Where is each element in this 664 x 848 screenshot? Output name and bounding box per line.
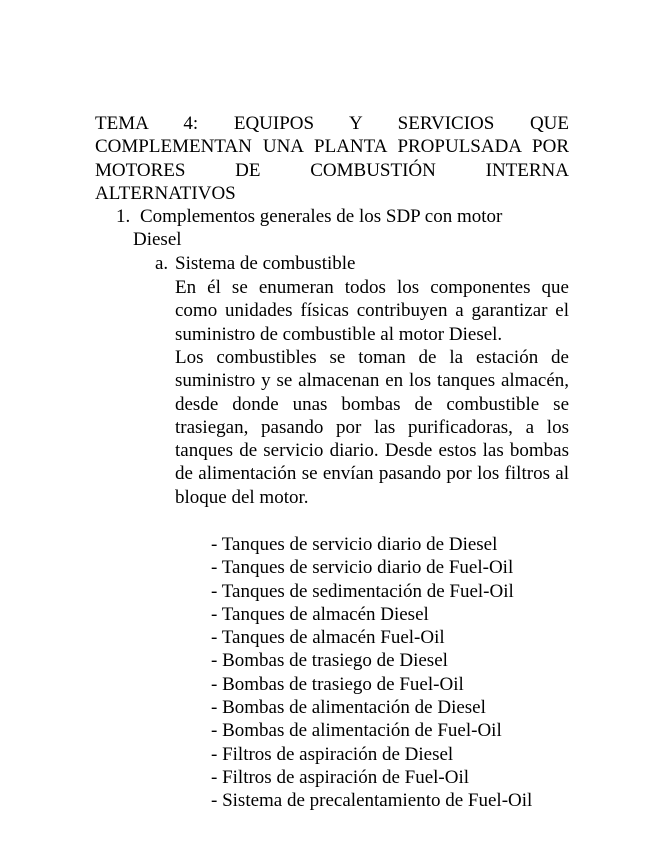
paragraph-process: Los combustibles se toman de la estación de suministro y se almacenan en los tanques almacén, desde donde unas bombas de combustible se trasiegan, pasando por las purificadoras, a los tanques de servicio diario. Desde estos las bombas de alimentación se envían pasando por los filtros al bloque del motor. (175, 347, 569, 508)
section-heading (116, 205, 569, 252)
list-item: - Filtros de aspiración de Diesel (211, 743, 454, 765)
list-item: - Tanques de servicio diario de Fuel-Oil (211, 557, 514, 579)
list-item: - Tanques de servicio diario de Diesel (211, 534, 498, 555)
document-title: TEMA 4: EQUIPOS Y SERVICIOS QUE COMPLEMENTAN UNA PLANTA PROPULSADA POR MOTORES DE COMBUSTIÓN INTERNA ALTERNATIVOS (95, 113, 569, 204)
list-item: - Bombas de trasiego de Diesel (211, 650, 448, 672)
section-heading-line-1: Complementos generales de los SDP con motor (140, 206, 503, 227)
components-list (211, 533, 569, 813)
list-item: - Sistema de precalentamiento de Fuel-Oil (211, 790, 533, 812)
list-item: - Tanques de sedimentación de Fuel-Oil (211, 580, 514, 602)
list-item: - Bombas de trasiego de Fuel-Oil (211, 673, 464, 695)
list-item: - Bombas de alimentación de Fuel-Oil (211, 720, 502, 742)
list-item: - Bombas de alimentación de Diesel (211, 697, 486, 719)
subsection-title: Sistema de combustible (175, 253, 356, 274)
subsection-heading (155, 252, 569, 275)
subsection-letter: a. (155, 253, 169, 274)
section-number: 1. (116, 206, 131, 227)
list-item: - Tanques de almacén Diesel (211, 603, 429, 625)
paragraph-intro: En él se enumeran todos los componentes que como unidades físicas contribuyen a garantizar el suministro de combustible al motor Diesel. (175, 277, 569, 345)
list-item: - Filtros de aspiración de Fuel-Oil (211, 766, 470, 788)
list-item: - Tanques de almacén Fuel-Oil (211, 627, 445, 649)
section-heading-line-2: Diesel (133, 229, 182, 251)
